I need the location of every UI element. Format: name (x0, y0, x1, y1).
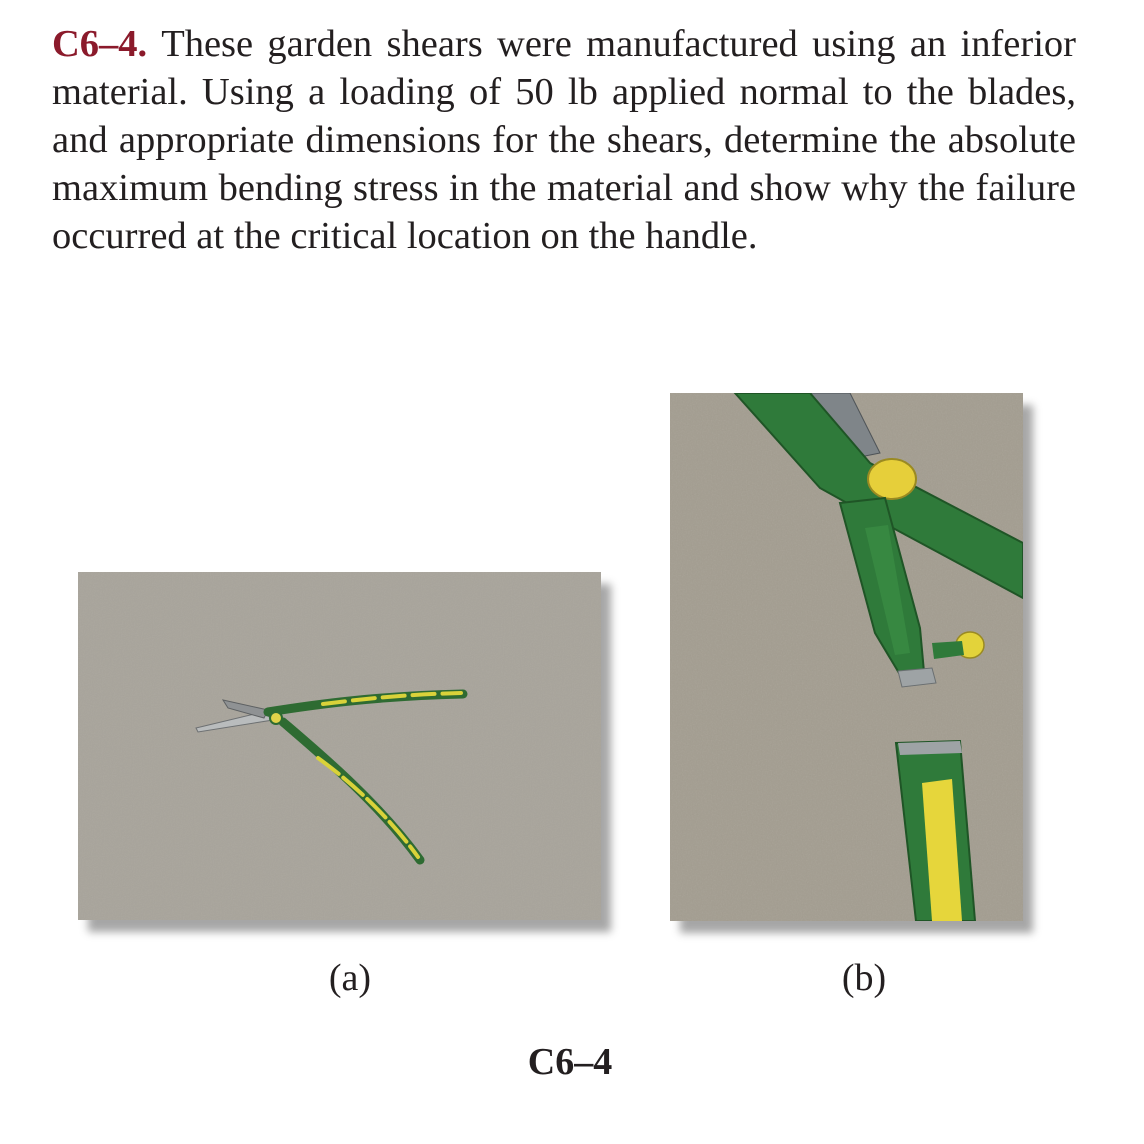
caption-a: (a) (328, 957, 372, 999)
shears-photo-b (670, 393, 1023, 921)
shears-photo-a (78, 572, 601, 920)
figure-label: C6–4 (527, 1041, 613, 1083)
caption-b: (b) (841, 957, 887, 999)
problem-number: C6–4. (52, 23, 148, 65)
photo-b-broken-handle (670, 393, 1023, 921)
problem-statement (52, 20, 1076, 260)
photo-a-whole-shears (78, 572, 601, 920)
problem-body: These garden shears were manufactured using an inferior material. Using a loading of 50 lb applied normal to the blades, and appropriate dimensions for the shears, determine the absolute maximum bending stress in the material and show why the failure occurred at the critical location on the handle. (52, 23, 1076, 257)
